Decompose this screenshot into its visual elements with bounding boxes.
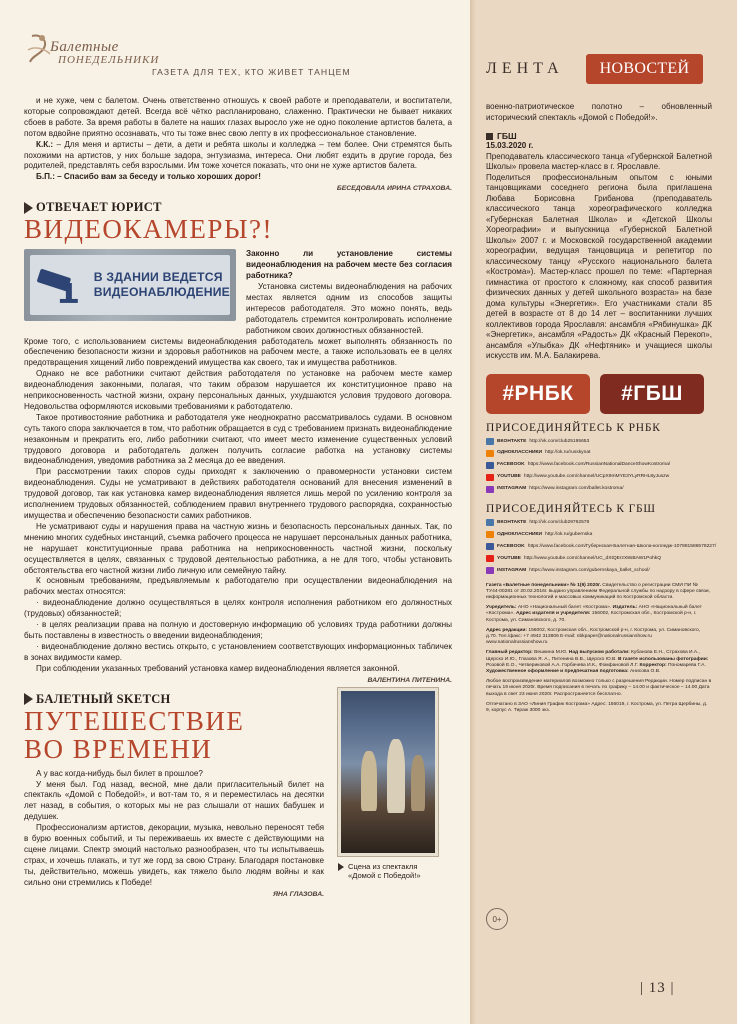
imprint-text: Свидетельство о регистрации СМИ ПИ № ТУ44-00281 от 20.02.2016г. выдано управлением Федеральной службы по надзору в сфере связи, информационных технологий и массовых коммуникаций по Костромской области. [486, 582, 710, 600]
article-paragraph: Установка системы видеонаблюдения на рабочих местах является одним из способов защиты интересов работодателя. Это можно понять, ведь работодатель стремится контролировать исполнение работником своих должностных обязанностей. [246, 281, 452, 335]
social-link-youtube[interactable] [486, 471, 712, 483]
imprint-label: В газете использованы фотографии: [618, 656, 709, 662]
imprint-printer: Отпечатано в ЗАО «Линия График Кострома» Адрес: 156019, г. Кострома, ул. Петра Щербины, д. 9, корпус А. Тираж 3000 экз. [486, 701, 708, 714]
join-gbsh-title: ПРИСОЕДИНЯЙТЕСЬ К ГБШ [486, 503, 656, 516]
triangle-marker-icon [24, 693, 33, 705]
imprint-text: 156002, Костромская обл., Костромской р-н, г. Кострома, ул. Симановского, д. 70. [486, 611, 697, 623]
article-paragraph: Однако не все работники считают действия работодателя по установке на рабочем месте камер видеонаблюдения законными, полагая, что таким образом нарушается их конституционное право на неприкосновенность частной жизни, охрану персональных данных, ухудшаются условия трудового договора. Недовольства оформляются исковыми требованиями к работодателю. [24, 369, 452, 411]
article-paragraph: При рассмотрении таких споров суды приходят к заключению о правомерности установки систем видеонаблюдения. Суды не усматривают в действиях работодателя оснований для внесения изменений в трудовой договор, так как установка камер видеонаблюдения является лишь мерой по усилению контроля за исполнением трудовых обязанностей, соблюдением правил внутреннего трудового распорядка, сохранностью имущества и обеспечению безопасности самих работников. [24, 467, 452, 520]
social-youtube-icon [486, 474, 494, 481]
main-column [24, 96, 452, 898]
intro-paragraph [24, 140, 452, 173]
tagline: ГАЗЕТА ДЛЯ ТЕХ, КТО ЖИВЕТ ТАНЦЕМ [152, 67, 351, 77]
imprint-staff [486, 650, 712, 675]
article-paragraph: Профессионализм артистов, декорации, музыка, невольно переносят тебя в бурю военных событий, и ты переживаешь их вместе с действующими на сцене лицами. Спектр эмоций настолько разнообразен, что ты испытываешь страх, и хочешь плакать, и тут же горд за свою Страну. Благодаря постановке ты, действительно, можешь увидеть, как тяжело было людям войны и как сильно они стремились к Победе! [24, 823, 324, 887]
social-network-name: ОДНОКЛАССНИКИ [497, 450, 542, 456]
social-url[interactable]: https://www.facebook.com/RussianNationalDanceShowKostroma/ [527, 462, 671, 468]
social-network-name: ВКОНТАКТЕ [497, 438, 527, 444]
performance-photo [338, 688, 438, 856]
imprint-publisher [486, 605, 712, 624]
imprint-text: АНО «Национальный балет «Кострома». [516, 605, 613, 611]
social-network-name: FACEBOOK [497, 543, 525, 549]
news-paragraph: Преподаватель классического танца «Губернской Балетной Школы» провела мастер-класс в г. Ярославле. [486, 151, 712, 171]
social-network-name: INSTAGRAM [497, 567, 527, 573]
social-list-rnbk [486, 436, 712, 496]
imprint-text: Розовой Е.О., Четвериковой А.А. Горбачева И.К., Фомфановой Л.Г. [486, 662, 640, 668]
imprint-text: Пономарева Г.А. [666, 662, 706, 668]
news-feed-box: НОВОСТЕЙ [586, 54, 703, 84]
social-link-facebook[interactable] [486, 459, 712, 471]
news-paragraph: Поделиться профессиональным опытом с юными танцовщиками соседнего региона была приглашена Любава Борисовна Грибанова (преподаватель классического танца хореографического колледжа «Губернская Балетная Школа» и «Детской Школы Хореографии» и выпускница «Губернской Балетной Школы» 2007 г. и Московской государственной академии хореографии, ведущая танцовщица и репетитор по классическому танцу «Русского национального балета «Кострома»). Мастер-класс прошел по теме: «Партерная гимнастика от простого к сложному, как способ развития физических данных у детей школьного возраста» на базе дома культуры «Энергетик». Его участниками стали 85 детей в возрасте от 8 до 14 лет – воспитанники лучших коллективов города Ярославля: ансамбля «Рябинушка» ДК «Энергетик», ансамбля «Радость» ДК «Красный Перекоп», ансамбля «Улыбка» ДК «Нефтяник» и учащиеся школы искусств им. М.А. Балакирева. [486, 172, 712, 360]
social-url[interactable]: https://www.facebook.com/Губернская-Балетная-Школа-колледж-107881586578227/ [527, 543, 717, 549]
imprint-label: Адрес редакции: [486, 627, 527, 633]
intro-closing: Б.П.: – Спасибо вам за беседу и только хороших дорог! [36, 172, 261, 182]
social-одноклассники-icon [486, 531, 494, 538]
author-signature: БЕСЕДОВАЛА ИРИНА СТРАХОВА. [336, 185, 452, 193]
imprint-label: Корректор: [639, 662, 667, 668]
social-network-name: INSTAGRAM [497, 486, 527, 492]
article-paragraph: При соблюдении указанных требований установка камер видеонаблюдения является законной. [36, 663, 400, 673]
imprint-label: Газета «Балетные понедельники» № 1(9) 2020г. [486, 582, 601, 588]
social-url[interactable]: http://vk.com/club25195653 [529, 438, 590, 444]
social-одноклассники-icon [486, 450, 494, 457]
logo-wordmark [50, 40, 159, 66]
social-url[interactable]: http://ok.ru/gubernska [545, 531, 593, 537]
social-url[interactable]: http://vk.com/club29762578 [529, 520, 590, 526]
intro-text: – Для меня и артисты – дети, а дети и ребята школы и колледжа – тем более. Они стремятся быть похожими на артистов, у них больше задора, энтузиазма, интереса. Они любят ездить в другие города, без родителей, представлять себя взрослыми. Им тоже хочется показать, что они не хуже артистов балета. [24, 139, 452, 171]
imprint-label: Издатель: [612, 605, 638, 611]
social-link-youtube[interactable] [486, 553, 712, 565]
social-link-instagram[interactable] [486, 483, 712, 495]
article-headline: ВИДЕОКАМЕРЫ?! [24, 214, 273, 245]
social-facebook-icon [486, 462, 494, 469]
imprint [486, 583, 712, 715]
social-instagram-icon [486, 567, 494, 574]
social-link-одноклассники[interactable] [486, 529, 712, 541]
news-sidebar [486, 102, 717, 718]
social-url[interactable]: http://www.youtube.com/channel/UC_dXtQErzX8sBAW1PohkQ [523, 555, 662, 561]
social-network-name: YOUTUBE [497, 474, 521, 480]
imprint-label: Адрес издателя и учредителя: [515, 611, 591, 617]
imprint-label: Над выпуском работали: [568, 650, 630, 656]
social-network-name: ОДНОКЛАССНИКИ [497, 531, 542, 537]
requirement-bullet: · видеонаблюдение должно осуществляться в целях контроля исполнения работником его должностных (трудовых) обязанностей; [24, 598, 452, 619]
news-feed-title [486, 54, 718, 86]
article-paragraph: А у вас когда-нибудь был билет в прошлое? [36, 768, 203, 778]
square-marker-icon [486, 133, 493, 140]
author-signature: ВАЛЕНТИНА ПИТЕНИНА. [367, 676, 452, 684]
social-network-name: ВКОНТАКТЕ [497, 520, 527, 526]
article-paragraph: У меня был. Год назад, весной, мне дали пригласительный билет на спектакль «Домой с Победой!», и вот-там то, я и переместилась на десятки лет назад, в события, о которых мы не раз слышали от наших бабушек и дедушек. [24, 779, 324, 822]
imprint-text: Кубанова Е.Н., Страхова И.А., Щерско И.Ю., Глазова Я. А., Питенина В.В., Щерско Ю.В. [486, 650, 700, 662]
news-paragraph: военно-патриотическое полотно – обновленный исторический спектакль «Домой с Победой!». [486, 102, 712, 122]
rubric-lawyer [24, 200, 452, 215]
imprint-text: Вешкина М.Ю. [532, 650, 569, 656]
join-rnbk-title: ПРИСОЕДИНЯЙТЕСЬ К РНБК [486, 421, 661, 434]
news-org: ГБШ [497, 131, 517, 141]
article-question: Законно ли установление системы видеонаблюдения на рабочем месте без согласия работника? [246, 249, 452, 281]
article-paragraph: Кроме того, с использованием системы видеонаблюдения работодатель может выполнять обязанность по обеспечению безопасности жизни и здоровья работников на рабочем месте, а также использовать ее в целях предотвращения хищений либо повреждений имущества как своего, так и имущества работников. [24, 336, 452, 368]
logo-line2: ПОНЕДЕЛЬНИКИ [58, 54, 160, 66]
hashtag-gbsh: #ГБШ [600, 374, 704, 414]
imprint-registration [486, 583, 712, 602]
social-вконтакте-icon [486, 519, 494, 526]
hashtag-rnbk: #РНБК [486, 374, 590, 414]
imprint-text: 156002, Костромская обл., Костромской р-н, г. Кострома, ул. Симановского, д.70. Тел./факс: +7 4942 313806 E-mail: nbkpaper@nationalrussianshow.ru www.nationalrussianshow.ru [486, 627, 701, 646]
article-paragraph: Не усматривают суды и нарушения права на частную жизнь и безопасность персональных данных. Так, по мнению многих судебных инстанций, съемка рабочего процесса не нарушает персональных данных работника, не нарушает конституционные права работника на неприкосновенность частной жизни, поскольку осуществляется в целях, связанных с трудовой деятельностью работника, а не для того, чтобы установить обстоятельства его частной жизни либо личную или семейную тайну. [24, 521, 452, 575]
social-url[interactable]: http://ok.ru/russkynat [545, 450, 591, 456]
speaker-label: К.К.: [36, 139, 54, 149]
cctv-sign-line2: ВИДЕОНАБЛЮДЕНИЕ [93, 285, 230, 300]
social-link-instagram[interactable] [486, 565, 712, 577]
imprint-text: АНО «Национальный балет «Кострома». [486, 605, 702, 617]
hashtag-row [486, 374, 712, 414]
article-headline: ВО ВРЕМЕНИ [24, 733, 213, 764]
social-link-вконтакте[interactable] [486, 436, 712, 448]
news-feed-word: ЛЕНТА [486, 60, 564, 77]
page-number: | 13 | [640, 980, 675, 996]
photo-caption [348, 862, 421, 881]
caption-line2: «Домой с Победой!» [348, 871, 421, 881]
triangle-marker-icon [24, 202, 33, 214]
social-list-gbsh [486, 517, 717, 577]
requirement-bullet: · в целях реализации права на полную и достоверную информацию об условиях труда работники должны быть поставлены в известность о введении видеонаблюдения; [24, 620, 452, 640]
social-вконтакте-icon [486, 438, 494, 445]
age-rating-badge: 0+ [486, 908, 508, 930]
article-headline: ПУТЕШЕСТВИЕ [24, 705, 245, 736]
article-paragraph: Такое противостояние работника и работодателя уже неоднократно рассматривалось судами. В основном суть такого спора заключается в том, что работник обращается в суд с требованием признать видеонаблюдение незаконным и прекратить его, либо работники считают, что имеет место изменение существенных условий трудового договора и работодатель должен получить согласие работка на установку системы видеонаблюдения, уведомив работника за 2 месяца до ее введения. [24, 412, 452, 466]
cctv-sign-line1: В ЗДАНИИ ВЕДЕТСЯ [93, 270, 223, 285]
social-network-name: YOUTUBE [497, 555, 521, 561]
news-org-header [486, 131, 712, 141]
caption-marker-icon [338, 863, 344, 871]
imprint-address [486, 628, 712, 647]
social-youtube-icon [486, 555, 494, 562]
intro-paragraph: и не хуже, чем с балетом. Очень ответственно отношусь к своей работе и преподаватели, и воспитатели, которые сопровождают детей. Всегда всё чётко распланировано, слаженно. Практически не бывает никаких сбоев в работе. За время работы в балете на наших глазах выросло уже не одно поколение артистов балета, а потом вдвойне приятно осознавать, что ты тоже внес свою лепту в их профессиональное становление. [24, 96, 452, 138]
news-date: 15.03.2020 г. [486, 141, 534, 150]
rubric-title: БАЛЕТНЫЙ SKETCH [36, 691, 171, 706]
social-link-вконтакте[interactable] [486, 517, 712, 529]
article-paragraph: К основным требованиям, предъявляемым к работодателю при осуществлении видеонаблюдения на рабочих местах относятся: [24, 576, 452, 597]
cctv-sign-image [24, 249, 236, 321]
author-signature: ЯНА ГЛАЗОВА. [273, 890, 324, 898]
social-url[interactable]: https://www.instagram.com/ballet.kostroma/ [529, 486, 624, 492]
social-network-name: FACEBOOK [497, 462, 525, 468]
social-link-facebook[interactable] [486, 541, 717, 553]
social-facebook-icon [486, 543, 494, 550]
imprint-label: Учредитель: [486, 605, 517, 611]
cctv-sign-text [94, 270, 230, 300]
imprint-printing: Любое воспроизведение материалов возможно только с разрешения Редакции. Номер подписан в печать 19 июня 2020г. Время подписания в печать по графику – 14.00 и фактическое – 14.00 Дата выхода в свет 23 июня 2020г. Распространяется бесплатно. [486, 679, 712, 697]
imprint-text: Анисова О.В. [628, 669, 661, 674]
social-instagram-icon [486, 486, 494, 493]
imprint-label: Главный редактор: [486, 650, 533, 656]
social-url[interactable]: http://www.youtube.com/channel/UCpX9mMYE3YLyRRHL8yJuszw [523, 474, 670, 480]
rubric-sketch [24, 692, 324, 707]
masthead [0, 0, 470, 100]
caption-line1: Сцена из спектакля [348, 861, 418, 871]
cctv-camera-icon [36, 261, 88, 309]
imprint-label: Художественное оформление и предпечатная подготовка: [486, 669, 629, 674]
social-url[interactable]: https://www.instagram.com/gubernskaya_ballet_school/ [529, 567, 650, 573]
social-link-одноклассники[interactable] [486, 447, 712, 459]
requirement-bullet: · видеонаблюдение должно вестись открыто, с установлением соответствующих информационных табличек в зонах видимости камер. [24, 641, 452, 662]
rubric-title: ОТВЕЧАЕТ ЮРИСТ [36, 200, 162, 215]
logo-line1: Балетные [50, 39, 119, 55]
